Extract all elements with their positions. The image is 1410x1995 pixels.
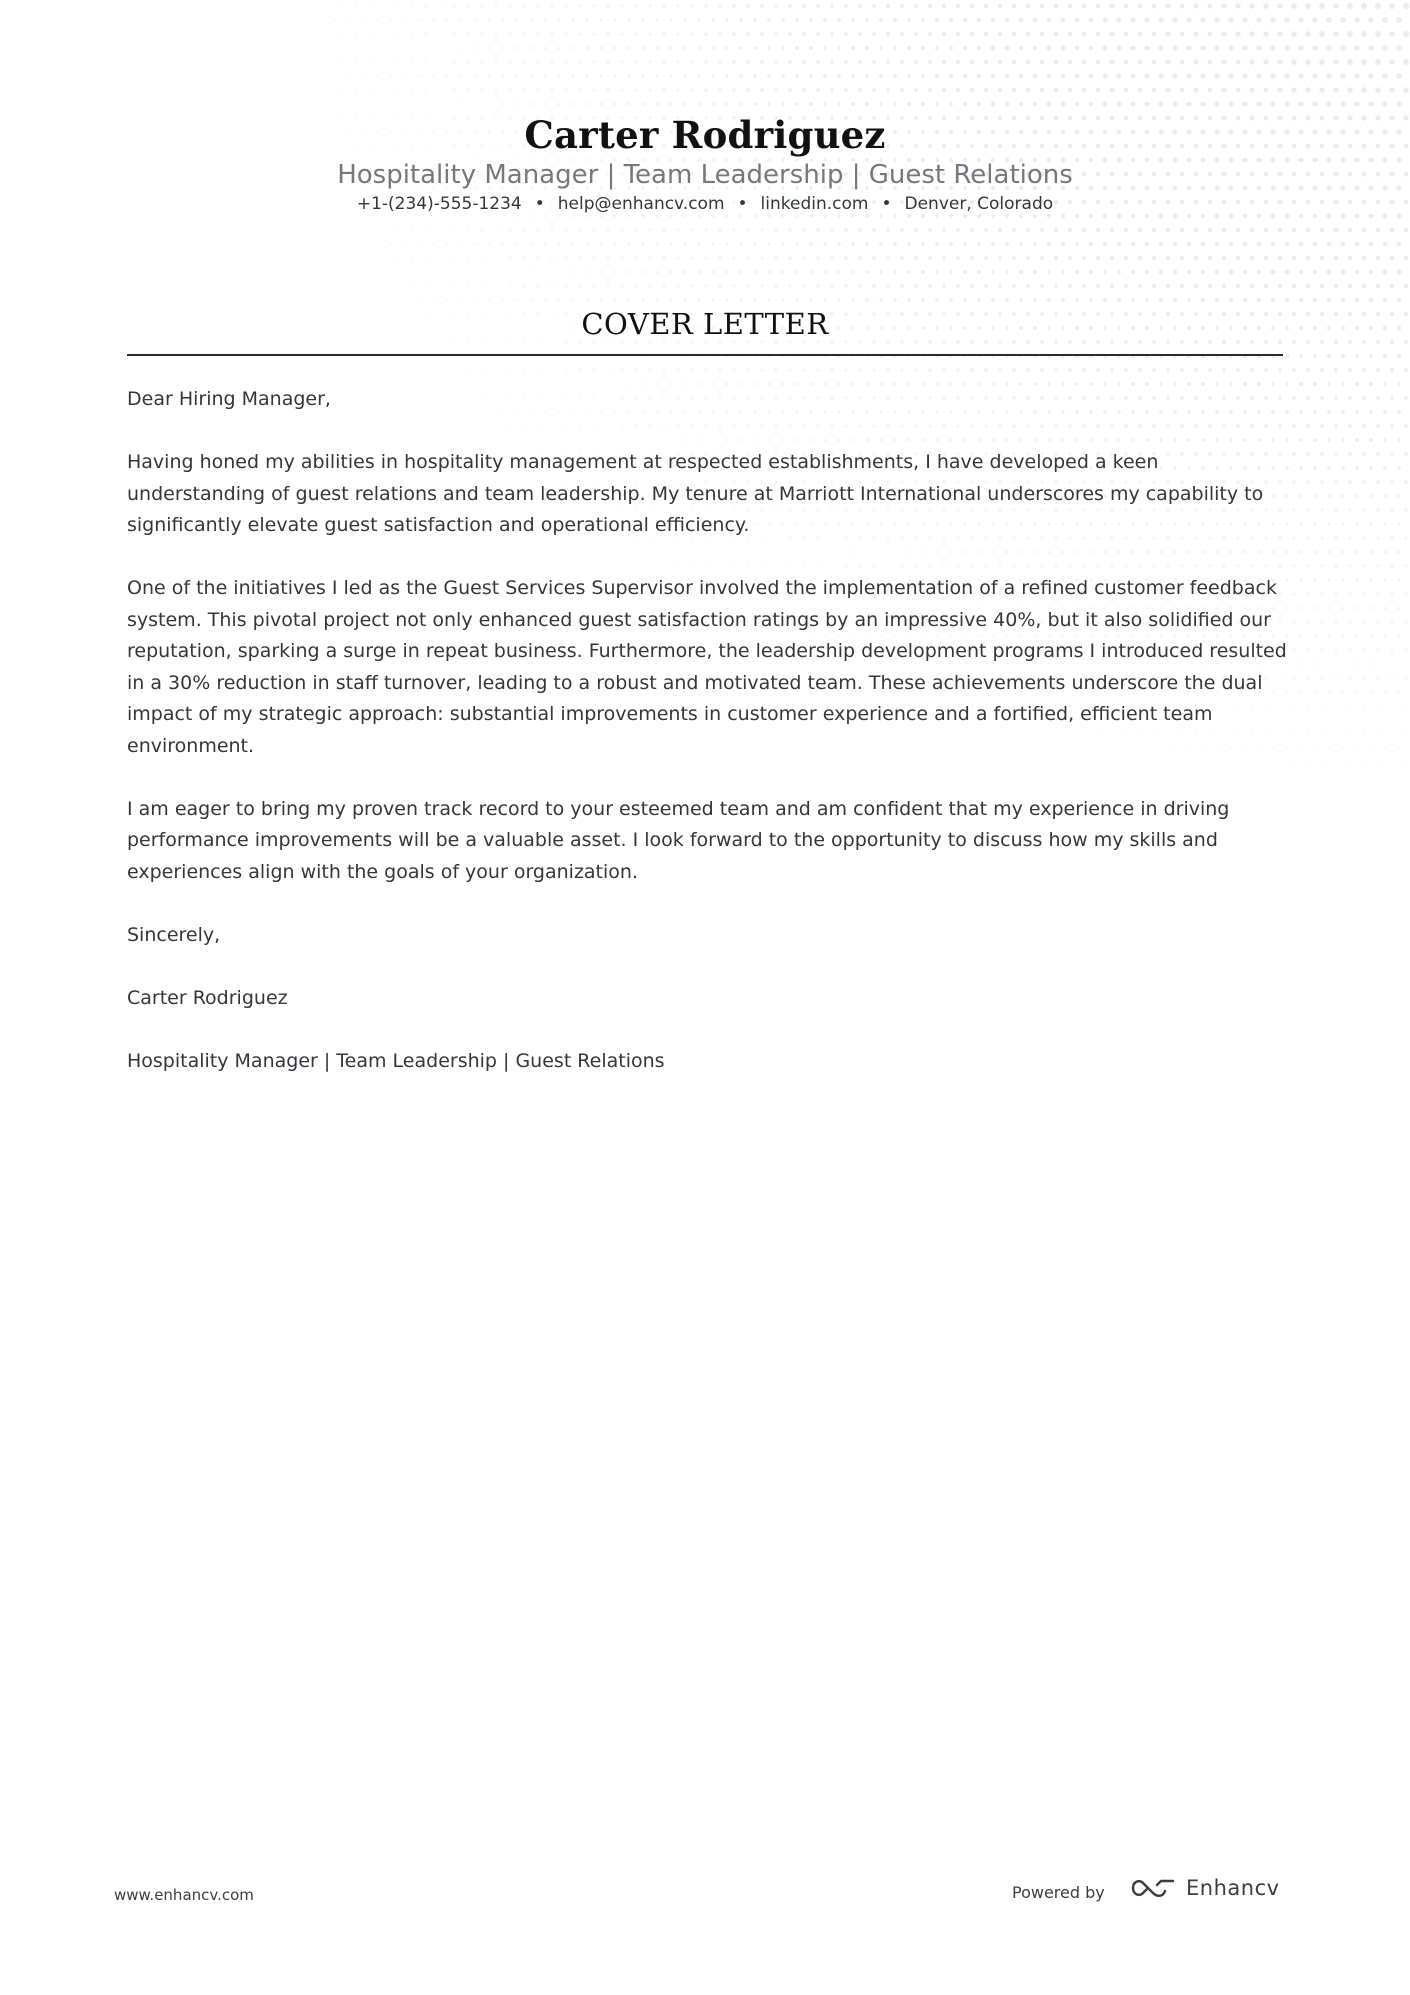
separator-dot: • [881,194,892,214]
footer-website-link[interactable]: www.enhancv.com [114,1886,254,1904]
separator-dot: • [534,194,545,214]
linkedin-link[interactable]: linkedin.com [760,194,869,214]
applicant-headline: Hospitality Manager | Team Leadership | Guest Relations [337,160,1073,190]
section-divider [127,354,1283,356]
section-title: COVER LETTER [581,307,829,341]
phone-number: +1-(234)-555-1234 [356,194,522,214]
signature-title: Hospitality Manager | Team Leadership | Guest Relations [127,1049,665,1072]
separator-dot: • [737,194,748,214]
letter-body [127,384,1287,1109]
brand-logo[interactable] [1130,1876,1280,1900]
powered-by-label: Powered by [1012,1883,1105,1902]
resume-header [0,112,1410,216]
letter-paragraph: Having honed my abilities in hospitality management at respected establishments, I have developed a keen understanding of guest relations and team leadership. My tenure at Marriott International underscores my capability to significantly elevate guest satisfaction and operational efficiency. [127,451,1264,536]
letter-paragraph: I am eager to bring my proven track record to your esteemed team and am confident that my experience in driving performance improvements will be a valuable asset. I look forward to the opportunity to discuss how my skills and experiences align with the goals of your organization. [127,797,1230,883]
email-address[interactable]: help@enhancv.com [557,194,725,214]
applicant-name: Carter Rodriguez [524,113,886,157]
signature-name: Carter Rodriguez [127,986,288,1009]
contact-info-row [0,192,1410,216]
letter-paragraph: One of the initiatives I led as the Guest Services Supervisor involved the implementation of a refined customer feedback system. This pivotal project not only enhanced guest satisfaction ratings by an impressive 40%, but it also solidified our reputation, sparking a surge in repeat business. Furthermore, the leadership development programs I introduced resulted in a 30% reduction in staff turnover, leading to a robust and motivated team. These achievements underscore the dual impact of my strategic approach: substantial improvements in customer experience and a fortified, efficient team environment. [127,577,1287,757]
location: Denver, Colorado [904,194,1054,214]
letter-greeting: Dear Hiring Manager, [127,388,331,410]
enhancv-logo-icon [1130,1876,1176,1900]
brand-name: Enhancv [1186,1876,1280,1900]
letter-closing: Sincerely, [127,923,221,946]
